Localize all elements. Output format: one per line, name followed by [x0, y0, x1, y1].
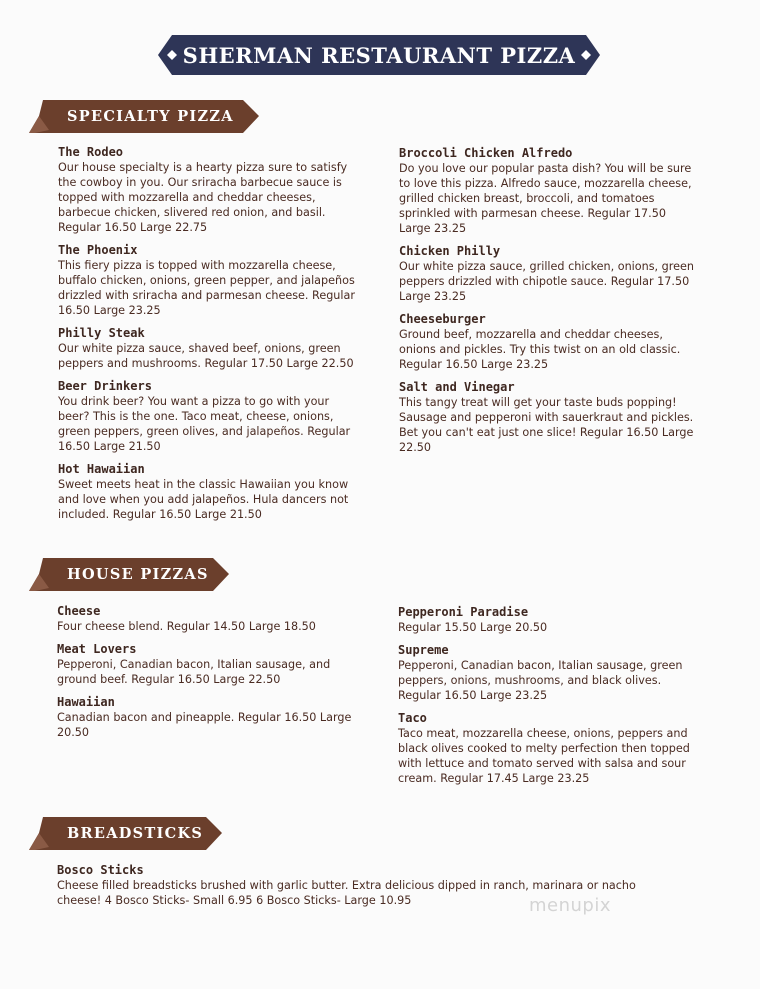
section-heading: HOUSE PIZZAS — [67, 566, 209, 583]
section-heading: SPECIALTY PIZZA — [67, 108, 234, 125]
item-description: Pepperoni, Canadian bacon, Italian sausage, and ground beef. Regular 16.50 Large 22.50 — [57, 658, 331, 686]
section-banner-specialty — [29, 100, 259, 133]
menu-item — [399, 145, 699, 236]
item-description: Four cheese blend. Regular 14.50 Large 18.50 — [57, 620, 316, 633]
item-description: Ground beef, mozzarella and cheddar cheeses, onions and pickles. Try this twist on an old classic. Regular 16.50 Large 23.25 — [399, 328, 681, 371]
section-banner-house — [29, 558, 229, 591]
item-name: Cheeseburger — [399, 312, 486, 326]
item-name: Hot Hawaiian — [58, 462, 145, 476]
specialty-left-column — [58, 144, 358, 529]
item-description: Canadian bacon and pineapple. Regular 16.50 Large 20.50 — [57, 711, 352, 739]
item-name: Pepperoni Paradise — [398, 605, 529, 619]
section-banner-breadsticks — [29, 817, 222, 850]
section-heading: BREADSTICKS — [67, 825, 204, 842]
menu-item — [58, 461, 358, 522]
menu-item — [399, 379, 699, 455]
item-name: Supreme — [398, 643, 449, 657]
item-description: This tangy treat will get your taste buds popping! Sausage and pepperoni with sauerkraut and pickles. Bet you can't eat just one slice! Regular 16.50 Large 22.50 — [399, 396, 694, 454]
item-description: Regular 15.50 Large 20.50 — [398, 621, 548, 634]
item-name: Meat Lovers — [57, 642, 137, 656]
item-description: This fiery pizza is topped with mozzarella cheese, buffalo chicken, onions, green pepper, and jalapeños drizzled with sriracha and parmesan cheese. Regular 16.50 Large 23.25 — [58, 259, 355, 317]
house-left-column — [57, 603, 357, 747]
item-name: Taco — [398, 711, 427, 725]
item-description: Sweet meets heat in the classic Hawaiian you know and love when you add jalapeños. Hula dancers not included. Regular 16.50 Large 21.50 — [58, 478, 349, 521]
item-name: Hawaiian — [57, 695, 115, 709]
item-description: Cheese filled breadsticks brushed with garlic butter. Extra delicious dipped in ranch, marinara or nacho cheese! 4 Bosco Sticks- Small 6.95 6 Bosco Sticks- Large 10.95 — [57, 879, 636, 907]
item-description: Our white pizza sauce, grilled chicken, onions, green peppers drizzled with chipotle sauce. Regular 17.50 Large 23.25 — [399, 260, 694, 303]
item-name: Beer Drinkers — [58, 379, 152, 393]
menu-item — [399, 311, 699, 372]
item-name: Bosco Sticks — [57, 863, 144, 877]
menu-item — [58, 242, 358, 318]
item-name: Chicken Philly — [399, 244, 501, 258]
item-name: The Phoenix — [58, 243, 138, 257]
specialty-right-column — [399, 145, 699, 462]
item-description: Our house specialty is a hearty pizza sure to satisfy the cowboy in you. Our sriracha barbecue sauce is topped with mozzarella and cheddar cheeses, barbecue chicken, slivered red onion, and basil. Regular 16.50 Large 22.75 — [58, 161, 348, 234]
item-description: Taco meat, mozzarella cheese, onions, peppers and black olives cooked to melty perfection then topped with lettuce and tomato served with salsa and sour cream. Regular 17.45 Large 23.25 — [398, 727, 690, 785]
item-name: Cheese — [57, 604, 101, 618]
title-banner — [158, 35, 600, 75]
menu-item — [399, 243, 699, 304]
watermark: menupix — [529, 895, 612, 916]
menu-item — [58, 144, 358, 235]
menu-item — [398, 710, 698, 786]
menu-item — [58, 378, 358, 454]
page-title: SHERMAN RESTAURANT PIZZA — [182, 42, 576, 68]
menu-item — [398, 604, 698, 635]
menu-item — [57, 603, 357, 634]
menu-item — [58, 325, 358, 371]
menu-item — [57, 641, 357, 687]
menu-item — [398, 642, 698, 703]
item-description: You drink beer? You want a pizza to go with your beer? This is the one. Taco meat, cheese, onions, green peppers, green olives, and jalapeños. Regular 16.50 Large 21.50 — [58, 395, 351, 453]
item-name: The Rodeo — [58, 145, 124, 159]
item-name: Philly Steak — [58, 326, 145, 340]
item-description: Our white pizza sauce, shaved beef, onions, green peppers and mushrooms. Regular 17.50 Large 22.50 — [58, 342, 354, 370]
item-description: Do you love our popular pasta dish? You will be sure to love this pizza. Alfredo sauce, mozzarella cheese, grilled chicken breast, broccoli, and tomatoes sprinkled with parmesan cheese. Regular 17.50 Large 23.25 — [399, 162, 692, 235]
item-description: Pepperoni, Canadian bacon, Italian sausage, green peppers, onions, mushrooms, and black olives. Regular 16.50 Large 23.25 — [398, 659, 683, 702]
house-right-column — [398, 604, 698, 793]
item-name: Salt and Vinegar — [399, 380, 515, 394]
item-name: Broccoli Chicken Alfredo — [399, 146, 573, 160]
menu-item — [57, 694, 357, 740]
